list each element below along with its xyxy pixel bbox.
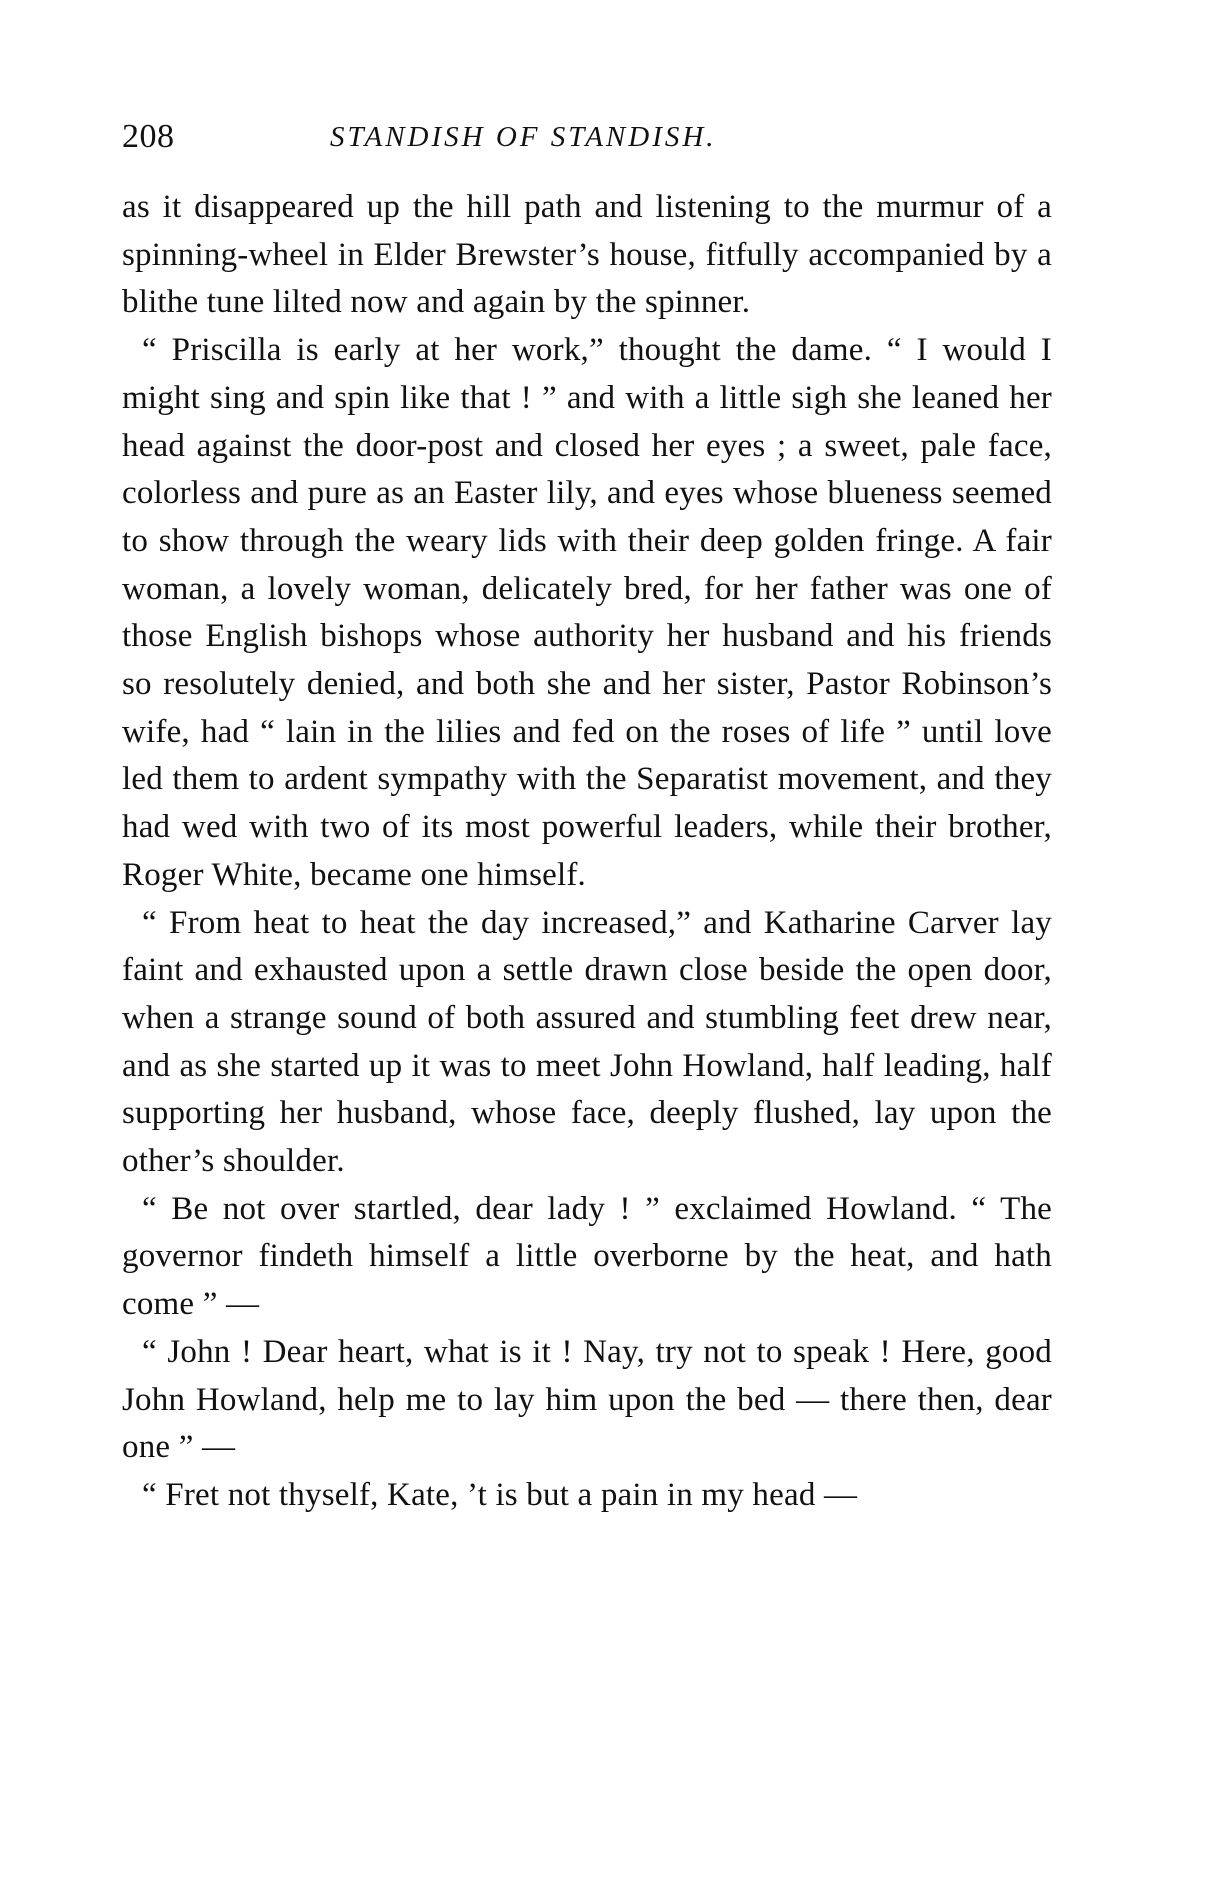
paragraph-5: “ John ! Dear heart, what is it ! Nay, try not to speak ! Here, good John Howland, help me to lay him upon the bed — there then, dear one ” — — [122, 1333, 1052, 1466]
paragraph-6: “ Fret not thyself, Kate, ’t is but a pain in my head — — [142, 1476, 858, 1513]
running-header — [122, 118, 1052, 166]
page-number: 208 — [122, 118, 175, 155]
paragraph-3: “ From heat to heat the day increased,” and Katharine Carver lay faint and exhausted upon a settle drawn close beside the open door, when a strange sound of both assured and stumbling feet drew near, and as she started up it was to meet John Howland, half leading, half supporting her husband, whose face, deeply flushed, lay upon the other’s shoulder. — [122, 904, 1052, 1180]
paragraph-2: “ Priscilla is early at her work,” thought the dame. “ I would I might sing and spin like that ! ” and with a little sigh she leaned her head against the door-post and closed her eyes ; a sweet, pale face, colorless and pure as an Easter lily, and eyes whose blueness seemed to show through the weary lids with their deep golden fringe. A fair woman, a lovely woman, delicately bred, for her father was one of those English bishops whose authority her husband and his friends so resolutely denied, and both she and her sister, Pastor Robinson’s wife, had “ lain in the lilies and fed on the roses of life ” until love led them to ardent sympathy with the Separatist movement, and they had wed with two of its most powerful leaders, while their brother, Roger White, became one himself. — [122, 332, 1052, 893]
book-page — [122, 118, 1052, 1520]
paragraph-4: “ Be not over startled, dear lady ! ” exclaimed Howland. “ The governor findeth himself a little overborne by the heat, and hath come ” — — [122, 1190, 1052, 1323]
paragraph-1: as it disappeared up the hill path and listening to the murmur of a spinning-wheel in Elder Brewster’s house, fitfully accompanied by a blithe tune lilted now and again by the spinner. — [122, 189, 1052, 321]
body-text — [122, 184, 1052, 1520]
running-title: STANDISH OF STANDISH. — [330, 121, 717, 153]
